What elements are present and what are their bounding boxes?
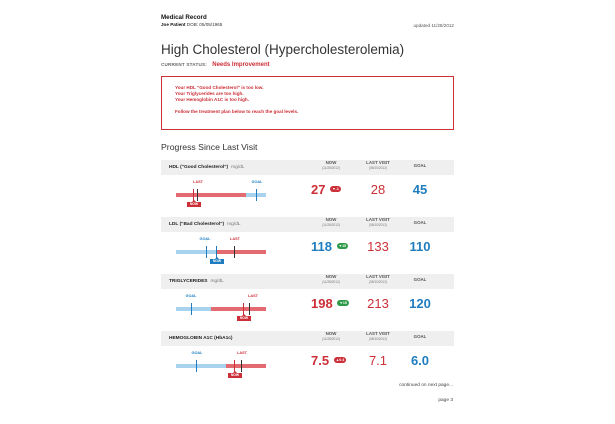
status-value: Needs Improvement <box>212 62 270 68</box>
current-status <box>161 62 270 68</box>
last-visit-value: 213 <box>367 296 389 311</box>
goal-label: GOAL <box>199 237 211 241</box>
goal-label: GOAL <box>251 180 263 184</box>
status-label: CURRENT STATUS: <box>161 62 207 67</box>
patient-name: Joe Patient <box>161 22 186 27</box>
goal-value: 6.0 <box>410 353 430 368</box>
patient-dob: DOB: 05/05/1965 <box>186 22 223 27</box>
page-number: page 3 <box>438 398 453 403</box>
updated-date: updated 11/28/2012 <box>413 23 454 28</box>
goal-marker <box>191 303 192 315</box>
last-label: LAST <box>248 294 258 298</box>
goal-marker <box>196 360 197 372</box>
metric-header <box>161 160 454 175</box>
metric-name: LDL ("Bad Cholesterol") mg/dL <box>169 222 241 227</box>
metric-header <box>161 331 454 346</box>
goal-value: 110 <box>409 239 431 254</box>
goal-marker <box>256 189 257 201</box>
col-last-header: LAST VISIT (08/10/2012) <box>366 274 390 284</box>
gauge-bar-out <box>211 307 266 311</box>
condition-title: High Cholesterol (Hypercholesterolemia) <box>161 42 405 57</box>
metric-ldl <box>161 217 454 271</box>
goal-value: 45 <box>412 182 428 197</box>
range-gauge <box>161 346 291 385</box>
col-last-header: LAST VISIT (08/10/2012) <box>366 160 390 170</box>
goal-label: GOAL <box>185 294 197 298</box>
change-badge: ▼15 <box>338 243 347 248</box>
alert-line: Your Triglycerides are too high. <box>175 91 244 96</box>
last-label: LAST <box>237 351 247 355</box>
last-marker <box>234 246 235 258</box>
last-label: LAST <box>193 180 203 184</box>
metric-name: HDL ("Good Cholesterol") mg/dL <box>169 165 245 170</box>
goal-marker <box>206 246 207 258</box>
metric-name: TRIGLYCERIDES mg/dL <box>169 279 224 284</box>
change-badge: ▼-1 <box>332 186 339 191</box>
col-last-header: LAST VISIT (08/10/2012) <box>366 331 390 341</box>
change-badge: ▼15 <box>339 300 347 305</box>
last-label: LAST <box>230 237 240 241</box>
gauge-bar-in <box>176 364 226 368</box>
range-gauge <box>161 289 291 328</box>
col-now-header: NOW (11/28/2012) <box>322 274 340 284</box>
last-marker <box>197 189 198 201</box>
metric-unit: mg/dL <box>227 222 241 227</box>
last-marker <box>249 303 250 315</box>
alert-box <box>161 76 454 130</box>
col-goal-header: GOAL <box>413 334 427 339</box>
goal-value: 120 <box>409 296 431 311</box>
last-visit-value: 7.1 <box>368 353 388 368</box>
col-goal-header: GOAL <box>413 277 427 282</box>
metric-triglycerides <box>161 274 454 328</box>
alert-line: Your Hemoglobin A1C is too high. <box>175 97 250 102</box>
metric-hba1c <box>161 331 454 385</box>
gauge-bar-in <box>176 307 211 311</box>
now-tag: NOW <box>237 316 251 321</box>
document-title: Medical Record <box>161 14 207 21</box>
now-value: 118 ▼15 <box>311 239 347 254</box>
now-value: 198 ▼15 <box>311 296 347 311</box>
goal-label: GOAL <box>191 351 203 355</box>
col-goal-header: GOAL <box>413 163 427 168</box>
metric-name: HEMOGLOBIN A1C (HbA1c) <box>169 336 233 341</box>
metric-header <box>161 274 454 289</box>
continued-note: continued on next page... <box>399 383 453 388</box>
alert-instruction: Follow the treatment plan below to reach the goal levels. <box>175 109 299 114</box>
metric-hdl <box>161 160 454 214</box>
patient-info <box>161 22 222 27</box>
gauge-bar-in <box>176 250 216 254</box>
gauge-bar-out <box>216 250 266 254</box>
col-now-header: NOW (11/28/2012) <box>322 331 340 341</box>
col-last-header: LAST VISIT (08/10/2012) <box>366 217 390 227</box>
metric-unit: mg/dL <box>231 165 245 170</box>
last-visit-value: 133 <box>367 239 389 254</box>
now-tag: NOW <box>228 373 242 378</box>
alert-line: Your HDL "Good Cholesterol" is too low. <box>175 85 264 90</box>
last-marker <box>241 360 242 372</box>
metric-header <box>161 217 454 232</box>
last-visit-value: 28 <box>370 182 386 197</box>
progress-section-title: Progress Since Last Visit <box>161 142 258 152</box>
now-tag: NOW <box>187 202 201 207</box>
col-goal-header: GOAL <box>413 220 427 225</box>
now-tag: NOW <box>210 259 224 264</box>
metric-unit: mg/dL <box>210 279 224 284</box>
col-now-header: NOW (11/28/2012) <box>322 160 340 170</box>
gauge-bar-out <box>226 364 266 368</box>
now-value: 27 ▼-1 <box>311 182 339 197</box>
now-value: 7.5 ▲0.4 <box>311 353 345 368</box>
gauge-bar-out <box>176 193 246 197</box>
range-gauge <box>161 175 291 214</box>
col-now-header: NOW (11/28/2012) <box>322 217 340 227</box>
range-gauge <box>161 232 291 271</box>
change-badge: ▲0.4 <box>335 357 345 362</box>
